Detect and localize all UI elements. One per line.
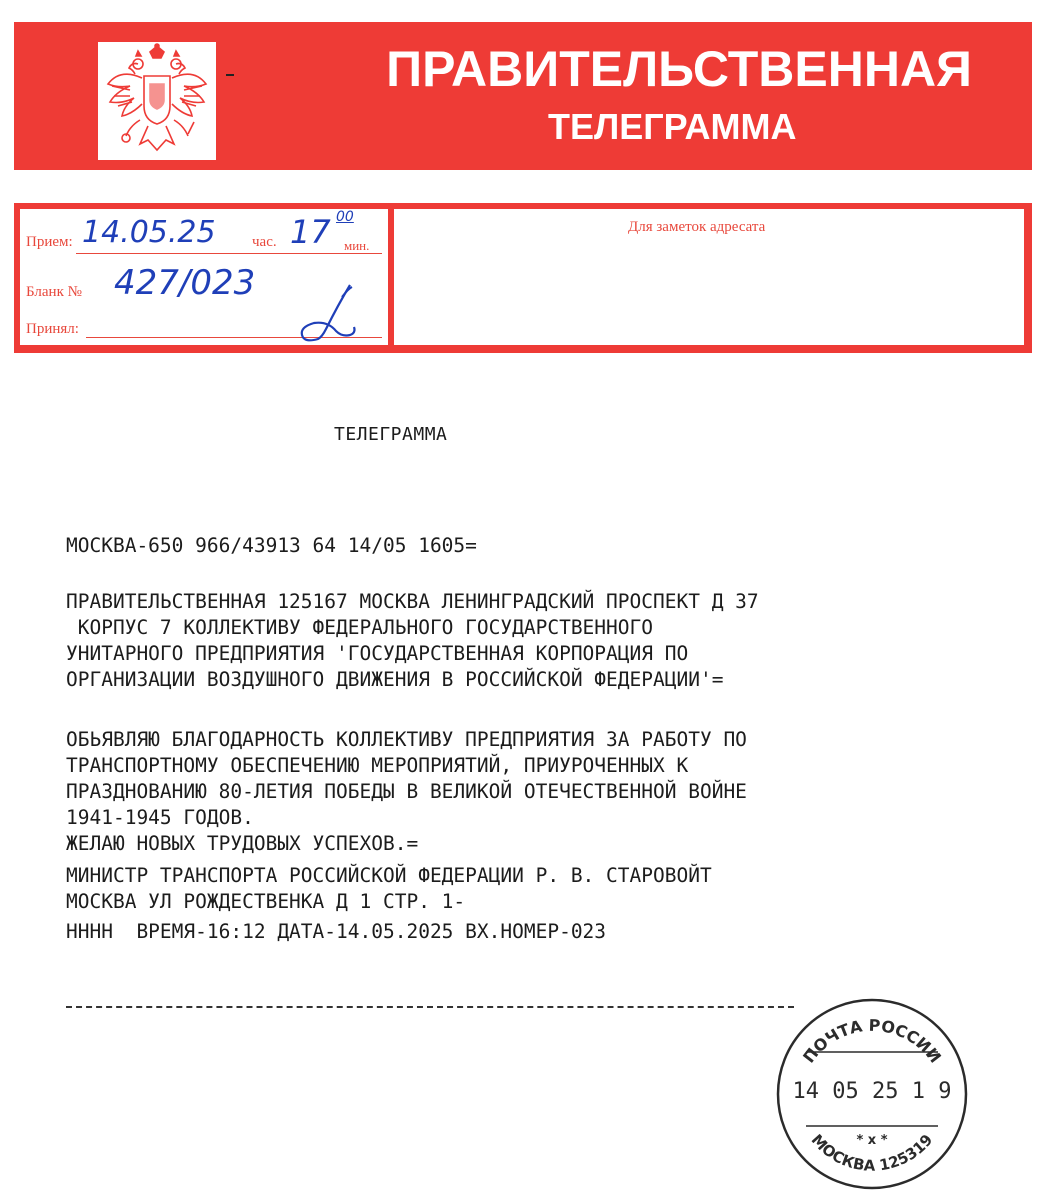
accepted-label: Принял: (26, 321, 79, 337)
reception-block (14, 203, 1032, 353)
minutes-handwritten: 00 (336, 209, 354, 225)
postmark-date: 14 05 25 1 9 (792, 1079, 952, 1104)
svg-text:ПОЧТА РОССИИ (799, 1016, 945, 1067)
form-number-handwritten: 427/023 (114, 263, 256, 303)
body-line: ТРАНСПОРТНОМУ ОБЕСПЕЧЕНИЮ МЕРОПРИЯТИЙ, ПРИУРОЧЕННЫХ К (66, 754, 689, 777)
address-line: ОРГАНИЗАЦИИ ВОЗДУШНОГО ДВИЖЕНИЯ В РОССИЙСКОЙ ФЕДЕРАЦИИ'= (66, 668, 724, 691)
divider-dashed (66, 1006, 794, 1008)
banner-mark (226, 74, 234, 76)
minutes-label: мин. (344, 238, 370, 253)
postmark-top-text: ПОЧТА РОССИИ (799, 1015, 945, 1067)
header-banner (14, 22, 1032, 170)
body-line: ЖЕЛАЮ НОВЫХ ТРУДОВЫХ УСПЕХОВ.= (66, 832, 419, 855)
reception-fields (20, 209, 388, 345)
coat-of-arms-emblem (98, 42, 216, 160)
postmark-mid: * x * (856, 1133, 888, 1148)
header-title-sub: ТЕЛЕГРАММА (548, 106, 797, 147)
addressee-notes-box (394, 209, 1024, 345)
hour-handwritten: 17 (290, 213, 331, 251)
eagle-emblem-icon (98, 42, 216, 160)
body-line: ОБЬЯВЛЯЮ БЛАГОДАРНОСТЬ КОЛЛЕКТИВУ ПРЕДПРИЯТИЯ ЗА РАБОТУ ПО (66, 728, 747, 751)
address-line: КОРПУС 7 КОЛЛЕКТИВУ ФЕДЕРАЛЬНОГО ГОСУДАРСТВЕННОГО (66, 616, 653, 639)
postmark-bottom-text: МОСКВА 125319 (807, 1130, 937, 1175)
address-line: УНИТАРНОГО ПРЕДПРИЯТИЯ 'ГОСУДАРСТВЕННАЯ КОРПОРАЦИЯ ПО (66, 642, 689, 665)
received-date-handwritten: 14.05.25 (82, 215, 216, 250)
sender-address-line: МОСКВА УЛ РОЖДЕСТВЕНКА Д 1 СТР. 1- (66, 890, 466, 913)
body-line: ПРАЗДНОВАНИЮ 80-ЛЕТИЯ ПОБЕДЫ В ВЕЛИКОЙ ОТЕЧЕСТВЕННОЙ ВОЙНЕ (66, 780, 747, 803)
service-line: НННН ВРЕМЯ-16:12 ДАТА-14.05.2025 ВХ.НОМЕР-023 (66, 920, 607, 943)
header-title-main: ПРАВИТЕЛЬСТВЕННАЯ (386, 41, 972, 97)
form-number-label: Бланк № (26, 284, 82, 300)
postmark-stamp (772, 994, 972, 1194)
origin-line: МОСКВА-650 966/43913 64 14/05 1605= (66, 534, 477, 557)
telegram-heading: ТЕЛЕГРАММА (334, 424, 448, 445)
received-label: Прием: (26, 234, 73, 250)
signature-icon (280, 279, 370, 345)
address-line: ПРАВИТЕЛЬСТВЕННАЯ 125167 МОСКВА ЛЕНИНГРАДСКИЙ ПРОСПЕКТ Д 37 (66, 590, 759, 613)
signatory-line: МИНИСТР ТРАНСПОРТА РОССИЙСКОЙ ФЕДЕРАЦИИ Р. В. СТАРОВОЙТ (66, 864, 712, 887)
addressee-notes-label: Для заметок адресата (628, 219, 766, 235)
hour-label: час. (252, 234, 277, 250)
postmark-icon (772, 994, 972, 1194)
received-underline (76, 253, 382, 254)
body-line: 1941-1945 ГОДОВ. (66, 806, 254, 829)
